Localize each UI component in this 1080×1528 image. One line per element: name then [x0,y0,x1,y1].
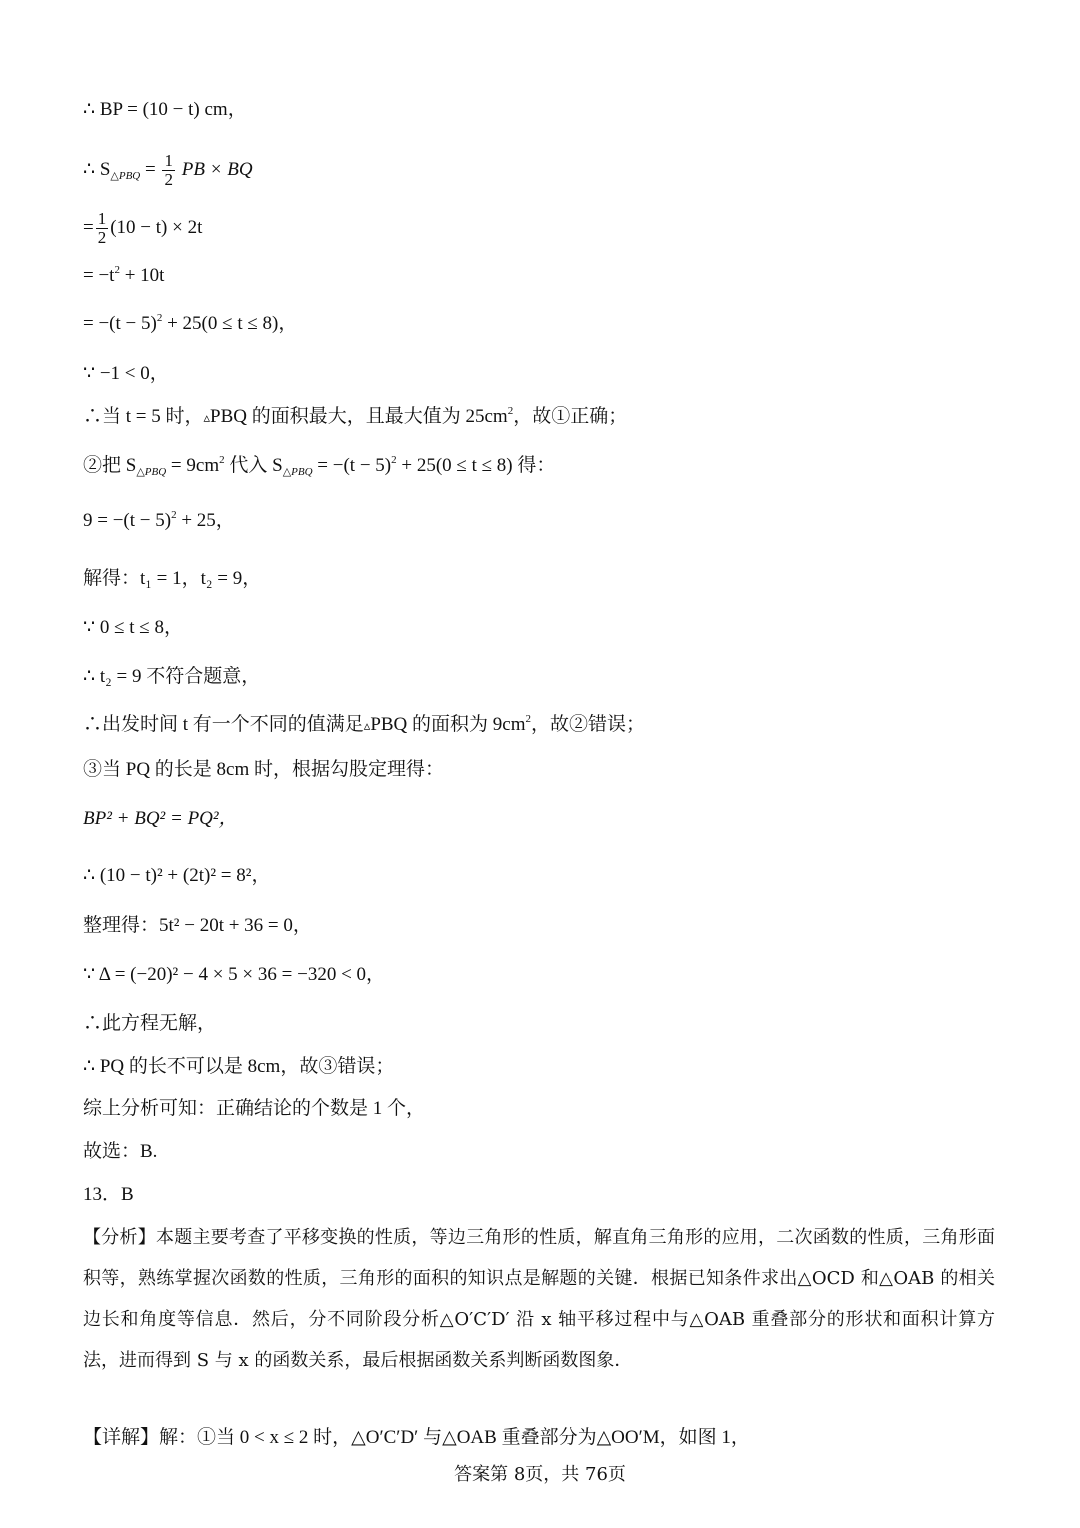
line-area-expand: = $\frac{1}{2}$ (10 − t) × 2t [83,209,203,247]
analysis-paragraph: 【分析】本题主要考查了平移变换的性质，等边三角形的性质，解直角三角形的应用，二次函数的性质，三角形面积等，熟练掌握次函数的性质，三角形的面积的知识点是解题的关键．根据已知条件求出△OCD 和△OAB 的相关边长和角度等信息．然后，分不同阶段分析△O′C′D′ 沿 x 轴平移过程中与△OAB 重叠部分的形状和面积计算方法，进而得到 S 与 x 的函数关系，最后根据函数关系判断函数图象． [83,1227,995,1371]
line-area-formula: ∴ $S_{\triangle PBQ}$ = $\frac{1}{2}$ PB × BQ [83,151,253,189]
line-answer: 故选：B. [83,1141,158,1162]
line-simplified: 整理得：5t² − 20t + 36 = 0， [83,915,312,936]
line-solutions: 解得：t₁ = 1，t₂ = 9， [83,568,262,589]
line-summary: 综上分析可知：正确结论的个数是 1 个， [83,1098,426,1119]
line-discriminant: ∵ Δ = (−20)² − 4 × 5 × 36 = −320 < 0， [83,964,386,985]
line-conclusion-2: ∴出发时间 t 有一个不同的值满足▵PBQ 的面积为 $9cm^2$，故②错误； [83,713,646,735]
fraction-half: $\frac{1}{2}$ [164,151,173,189]
line-range: ∵ 0 ≤ t ≤ 8， [83,617,183,638]
line-conclusion-3: ∴ PQ 的长不可以是 8cm，故③错误； [83,1056,395,1077]
line-equation-9: $9 = -(t - 5)^2 + 25$， [83,509,235,531]
line-max-area: ∴当 t = 5 时，▵PBQ 的面积最大，且最大值为 $25cm^2$，故①正确； [83,405,628,427]
line-substitute: ②把 $S_{\triangle PBQ} = 9cm^2$ 代入 $S_{\triangle PBQ} = -(t - 5)^2 + 25(0 \le t \le 8)$ 得： [83,454,556,478]
line-pq-case: ③当 PQ 的长是 8cm 时，根据勾股定理得： [83,759,445,780]
line-pythagoras: BP² + BQ² = PQ²， [83,808,238,829]
page-footer: 答案第 8页，共 76页 [454,1464,626,1485]
fraction-half: $\frac{1}{2}$ [97,209,107,247]
question-13-heading: 13．B [83,1184,134,1205]
line-no-solution: ∴此方程无解， [83,1013,217,1034]
line-vertex-form: = $-(t - 5)^2 + 25(0 \le t \le 8)$， [83,312,298,334]
line-detail: 【详解】解：①当 0 < x ≤ 2 时，△O′C′D′ 与△OAB 重叠部分为△OO′M，如图 1， [83,1427,750,1448]
line-pq-equation: ∴ (10 − t)² + (2t)² = 8²， [83,865,271,886]
line-coefficient: ∵ −1 < 0， [83,363,169,384]
line-quadratic: = $-t^2 + 10t$ [83,264,165,286]
line-reject: ∴ t₂ = 9 不符合题意， [83,666,261,687]
line-bp: ∴ BP = (10 − t) cm， [83,99,247,120]
